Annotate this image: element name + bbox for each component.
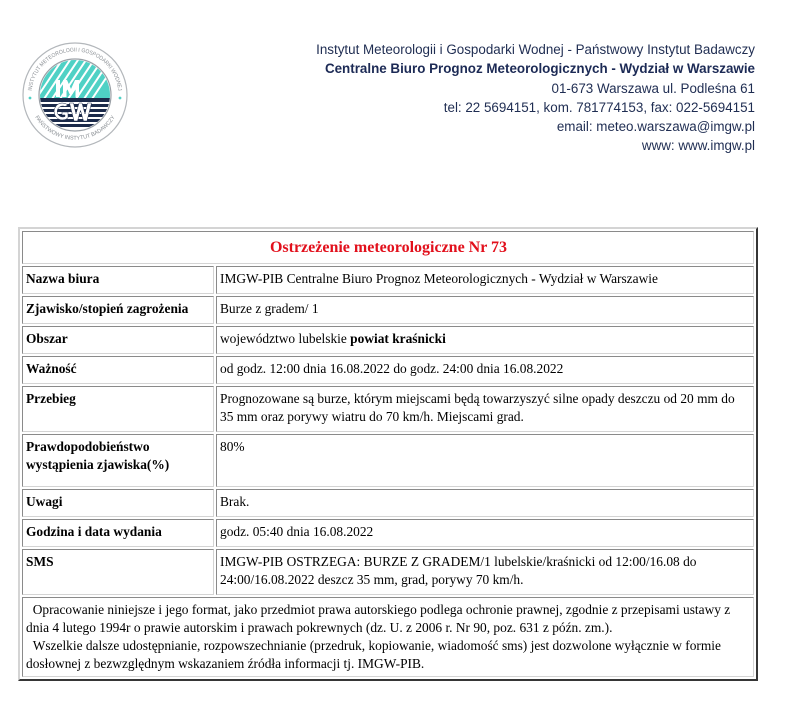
row-value: IMGW-PIB OSTRZEGA: BURZE Z GRADEM/1 lubelskie/kraśnicki od 12:00/16.08 do 24:00/16.08.2022 deszcz 35 mm, grad, porywy 70 km/h. (216, 549, 754, 595)
copyright-notice (22, 597, 754, 677)
institute-name: Instytut Meteorologii i Gospodarki Wodnej - Państwowy Instytut Badawczy (316, 42, 755, 57)
website[interactable]: www: www.imgw.pl (641, 138, 755, 154)
area-voivodeship: województwo lubelskie (220, 331, 347, 346)
table-row-sms (22, 549, 754, 595)
table-row-office (22, 266, 754, 294)
table-row-course (22, 386, 754, 432)
table-row-issued (22, 519, 754, 547)
copyright-paragraph-1: Opracowanie niniejsze i jego format, jako przedmiot prawa autorskiego podlega ochronie prawnej, zgodnie z przepisami ustawy z dnia 4 lutego 1994r o prawie autorskim i prawach pokrewnych (dz. U. z 2006 r. Nr 90, poz. 631 z późn. zm.). (26, 602, 731, 635)
row-value: IMGW-PIB Centralne Biuro Prognoz Meteorologicznych - Wydział w Warszawie (216, 266, 754, 294)
table-row-area (22, 326, 754, 354)
email[interactable]: email: meteo.warszawa@imgw.pl (556, 119, 755, 135)
warning-title-row (22, 231, 754, 264)
area-county: powiat kraśnicki (350, 331, 446, 346)
table-row-copyright (22, 597, 754, 677)
row-value: godz. 05:40 dnia 16.08.2022 (216, 519, 754, 547)
row-value (216, 326, 754, 354)
row-label: Zjawisko/stopień zagrożenia (22, 296, 214, 324)
row-value: Prognozowane są burze, którym miejscami będą towarzyszyć silne opady deszczu od 20 mm do 35 mm oraz porywy wiatru do 70 km/h. Miejscami grad. (216, 386, 754, 432)
row-label: Godzina i data wydania (22, 519, 214, 547)
table-row-remarks (22, 489, 754, 517)
row-label: Nazwa biura (22, 266, 214, 294)
row-value: Burze z gradem/ 1 (216, 296, 754, 324)
row-value: od godz. 12:00 dnia 16.08.2022 do godz. 24:00 dnia 16.08.2022 (216, 356, 754, 384)
row-label: Ważność (22, 356, 214, 384)
row-label: Przebieg (22, 386, 214, 432)
department-name: Centralne Biuro Prognoz Meteorologicznych - Wydział w Warszawie (324, 61, 755, 77)
row-label: Uwagi (22, 489, 214, 517)
header-contact-block (316, 40, 755, 156)
table-row-validity (22, 356, 754, 384)
row-label: Obszar (22, 326, 214, 354)
table-row-probability (22, 434, 754, 487)
imgw-logo-graphic (22, 42, 128, 148)
row-value: Brak. (216, 489, 754, 517)
imgw-logo (22, 42, 128, 148)
row-label: Prawdopodobieństwo wystąpienia zjawiska(%) (22, 434, 214, 487)
logo-ring-text-top: INSTYTUT METEOROLOGII I GOSPODARKI WODNEJ (27, 47, 123, 92)
row-label: SMS (22, 549, 214, 595)
table-row-phenomenon (22, 296, 754, 324)
warning-table (18, 227, 758, 681)
address: 01-673 Warszawa ul. Podleśna 61 (551, 80, 755, 96)
phone-numbers: tel: 22 5694151, kom. 781774153, fax: 022-5694151 (443, 99, 755, 115)
row-value: 80% (216, 434, 754, 487)
warning-title: Ostrzeżenie meteorologiczne Nr 73 (22, 231, 754, 264)
copyright-paragraph-2: Wszelkie dalsze udostępnianie, rozpowszechnianie (przedruk, kopiowanie, wiadomość sms) jest dozwolone wyłącznie w formie dosłownej z bezwzględnym wskazaniem źródła informacji tj. IMGW-PIB. (26, 638, 721, 671)
logo-ring-text-bottom: PAŃSTWOWY INSTYTUT BADAWCZY (33, 114, 117, 142)
